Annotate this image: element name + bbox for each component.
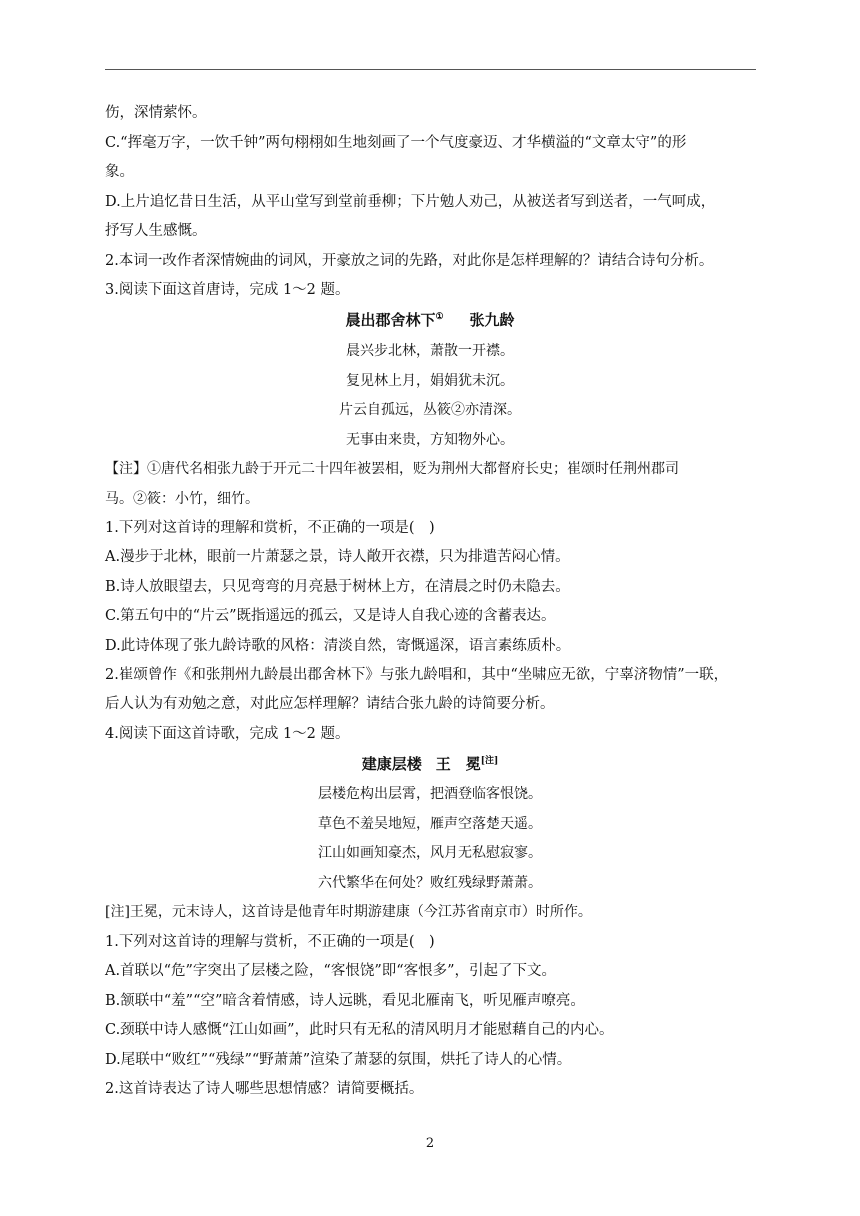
poem-note: [注]王冕，元末诗人，这首诗是他青年时期游建康（今江苏省南京市）时所作。: [105, 904, 592, 920]
poem-note: 【注】①唐代名相张九龄于开元二十四年被罢相，贬为荆州大都督府长史；崔颂时任荆州郡司: [105, 461, 679, 477]
option-line: C.颈联中诗人感慨“江山如画”，此时只有无私的清风明月才能慰藉自己的内心。: [105, 1022, 614, 1038]
question-line: 2.这首诗表达了诗人哪些思想情感？请简要概括。: [105, 1081, 424, 1097]
option-line: B.诗人放眼望去，只见弯弯的月亮悬于树林上方，在清晨之时仍未隐去。: [105, 579, 570, 595]
question-line: 2.崔颂曾作《和张荆州九龄晨出郡舍林下》与张九龄唱和，其中“坐啸应无欲，宁辜济物情”一联，: [105, 667, 729, 683]
text-line: D.上片追忆昔日生活，从平山堂写到堂前垂柳；下片勉人劝己，从被送者写到送者，一气呵成，: [105, 194, 716, 210]
option-line: B.颔联中“羞”“空”暗含着情感，诗人远眺，看见北雁南飞，听见雁声嘹亮。: [105, 993, 585, 1009]
poem-line: 六代繁华在何处？败红残绿野萧萧。: [318, 875, 542, 891]
page-number: 2: [425, 1136, 435, 1151]
poem-author: 王 冕: [435, 755, 481, 773]
poem-title-text: 晨出郡舍林下: [345, 311, 436, 329]
question-line: 1.下列对这首诗的理解和赏析，不正确的一项是( ): [105, 520, 435, 536]
poem-line: 无事由来贵，方知物外心。: [346, 432, 514, 448]
poem-line: 层楼危构出层霄，把酒登临客恨饶。: [318, 786, 542, 802]
poem-title: [0, 310, 860, 330]
option-line: D.此诗体现了张九龄诗歌的风格：清淡自然，寄慨遥深，语言素练质朴。: [105, 638, 571, 654]
option-line: C.第五句中的“片云”既指遥远的孤云，又是诗人自我心迹的含蓄表达。: [105, 608, 556, 624]
poem-line: 晨兴步北林，萧散一开襟。: [346, 343, 514, 359]
poem-title: [0, 754, 860, 774]
poem-line: 江山如画知豪杰，风月无私慰寂寥。: [318, 845, 542, 861]
poem-line: 草色不羞吴地短，雁声空落楚天遥。: [318, 816, 542, 832]
footnote-mark: ①: [435, 312, 444, 322]
section-heading: 4.阅读下面这首诗歌，完成 1～2 题。: [105, 726, 350, 742]
footnote-mark: [注]: [480, 756, 499, 766]
option-line: A.漫步于北林，眼前一片萧瑟之景，诗人敞开衣襟，只为排遣苦闷心情。: [105, 549, 570, 565]
option-line: D.尾联中“败红”“残绿”“野萧萧”渲染了萧瑟的氛围，烘托了诗人的心情。: [105, 1052, 572, 1068]
poem-title-text: 建康层楼: [361, 755, 422, 773]
poem-author: 张九龄: [469, 311, 515, 329]
option-line: A.首联以“危”字突出了层楼之险，“客恨饶”即“客恨多”，引起了下文。: [105, 963, 557, 979]
text-line: 象。: [105, 164, 134, 180]
poem-note: 马。②筱：小竹，细竹。: [105, 491, 259, 507]
section-heading: 3.阅读下面这首唐诗，完成 1～2 题。: [105, 282, 350, 298]
poem-line: 片云自孤远，丛筱②亦清深。: [339, 402, 521, 418]
header-rule: [105, 69, 756, 70]
text-line: C.“挥毫万字，一饮千钟”两句栩栩如生地刻画了一个气度豪迈、才华横溢的“文章太守”的形: [105, 135, 687, 151]
question-line: 2.本词一改作者深情婉曲的词风，开豪放之词的先路，对此你是怎样理解的？请结合诗句分析。: [105, 253, 714, 269]
poem-line: 复见林上月，娟娟犹未沉。: [346, 373, 514, 389]
question-line: 1.下列对这首诗的理解与赏析，不正确的一项是( ): [105, 934, 435, 950]
text-line: 抒写人生感慨。: [105, 223, 207, 239]
text-line: 伤，深情萦怀。: [105, 105, 207, 121]
question-line: 后人认为有劝勉之意，对此应怎样理解？请结合张九龄的诗简要分析。: [105, 696, 555, 712]
